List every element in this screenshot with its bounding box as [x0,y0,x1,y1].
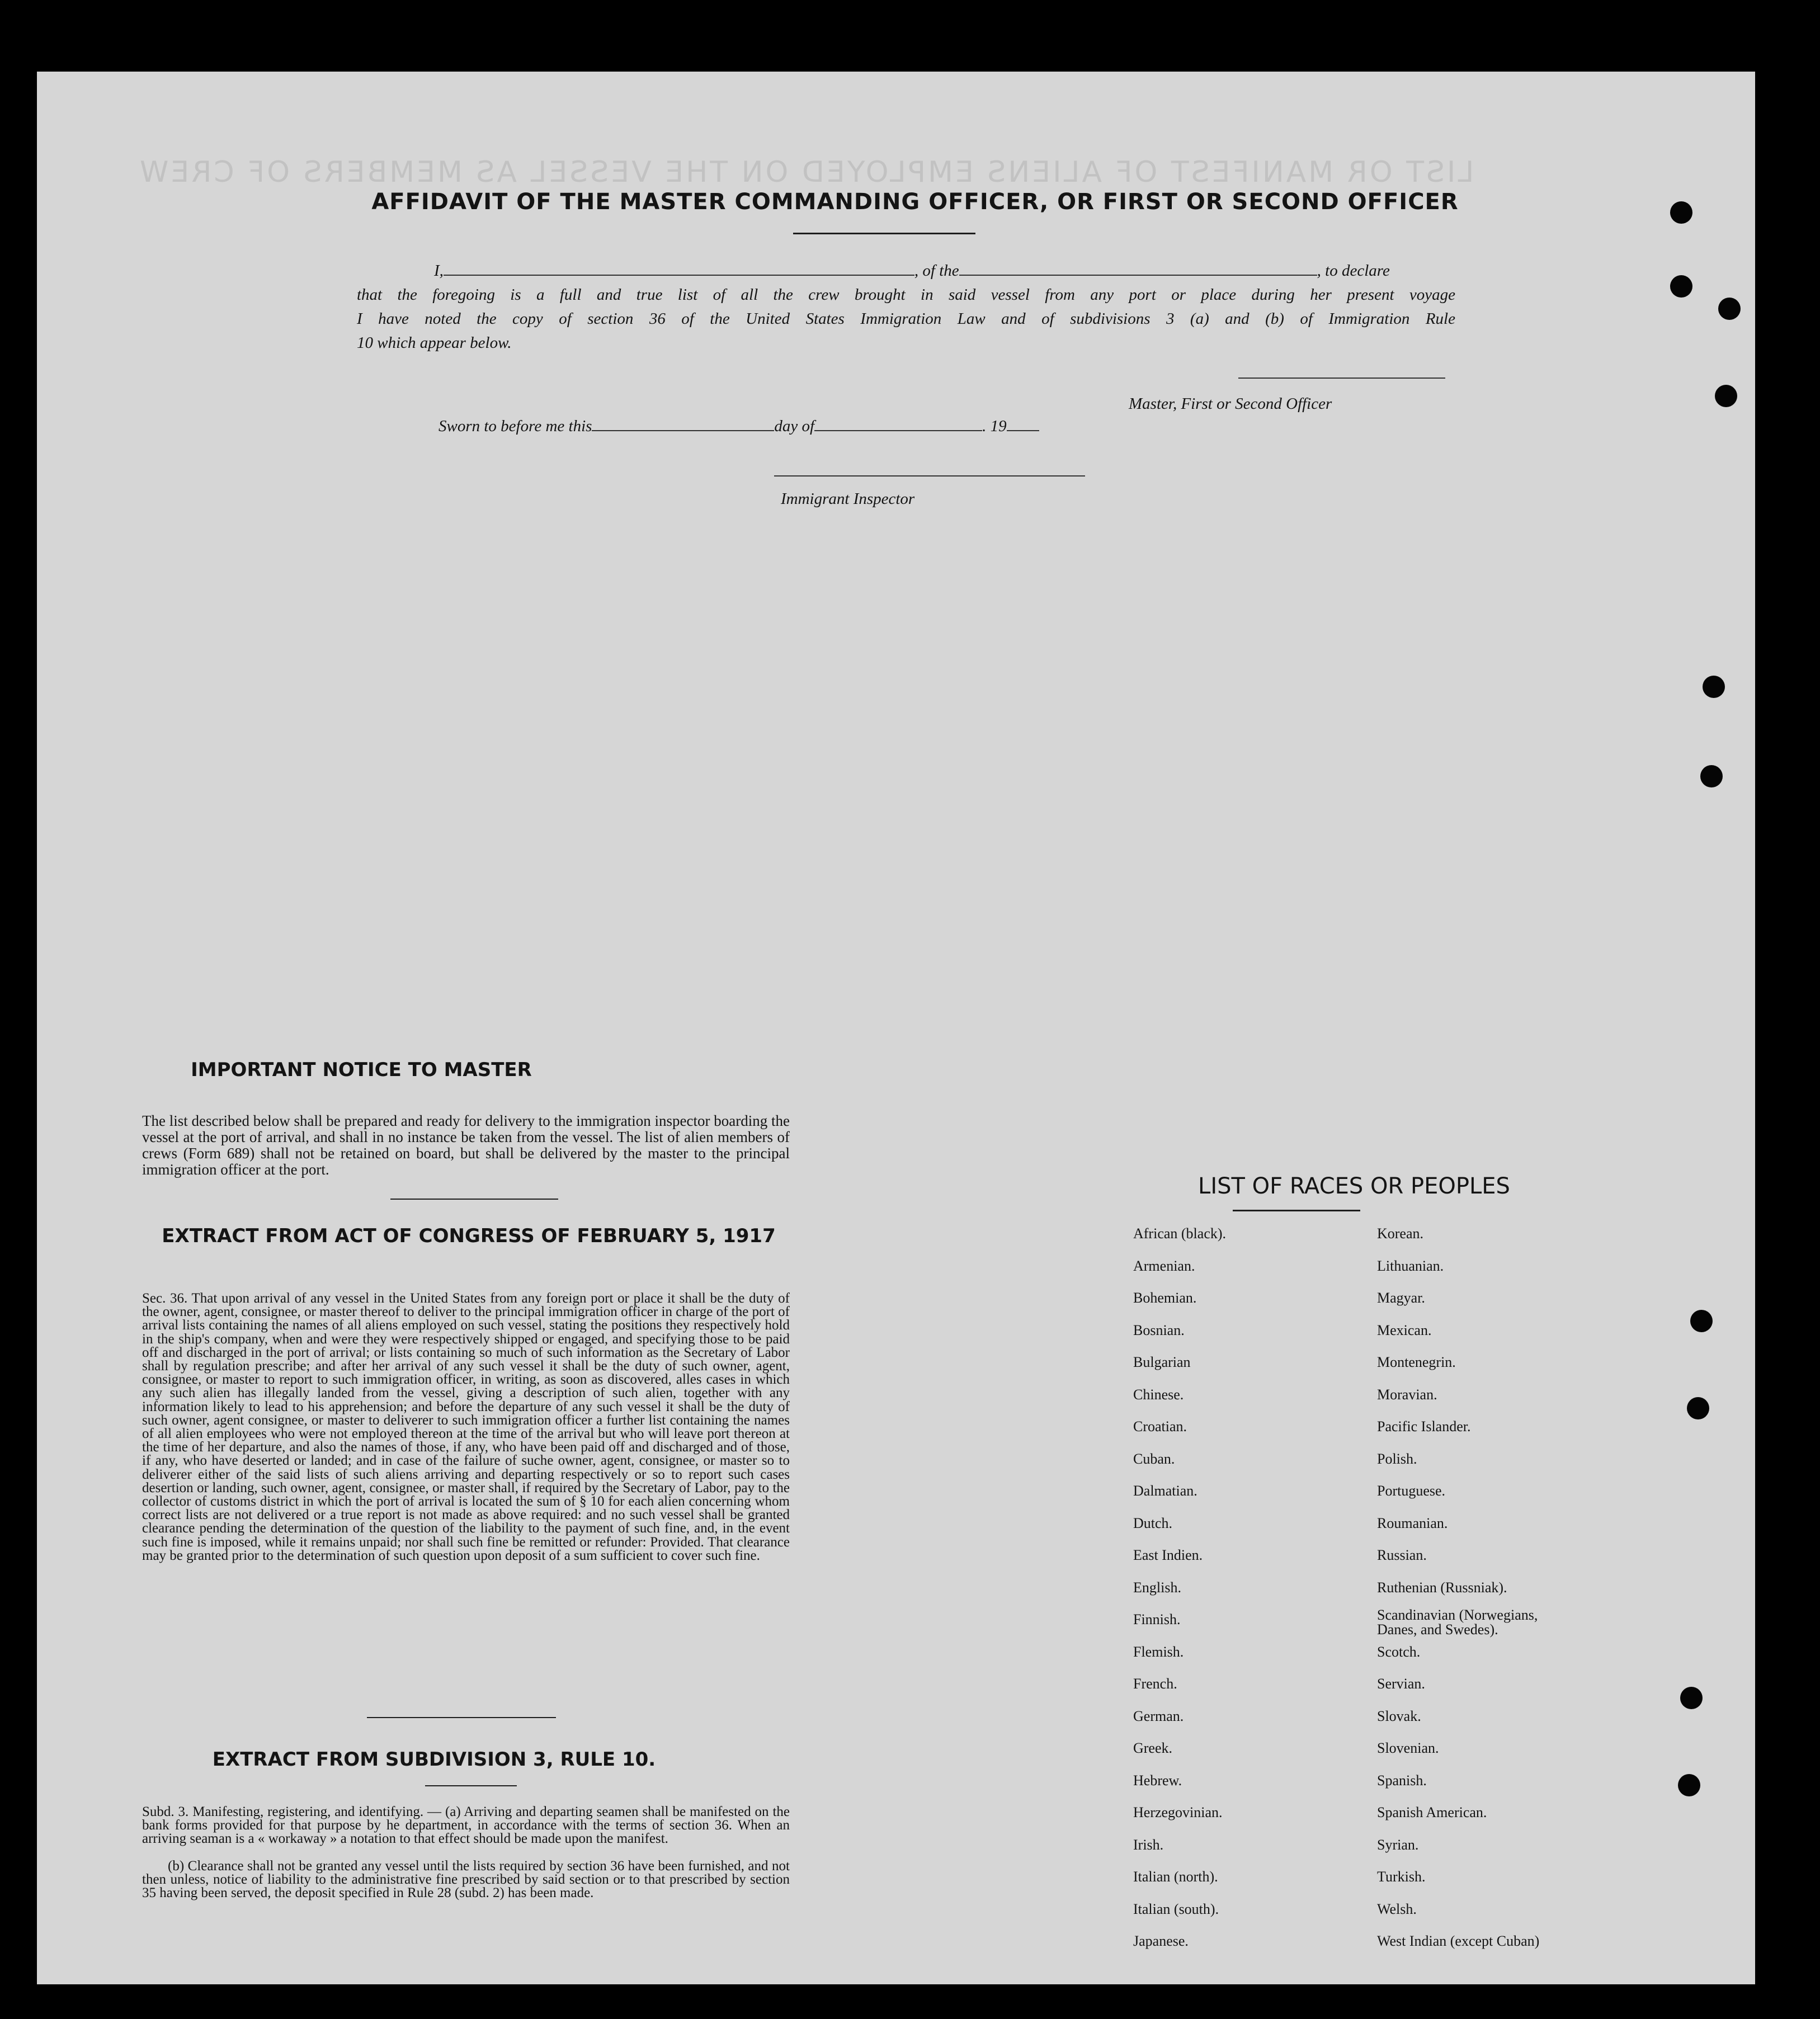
punch-hole [1687,1397,1709,1419]
punch-hole [1718,298,1741,320]
race-item: Magyar. [1377,1290,1425,1306]
race-item: German. [1133,1707,1184,1724]
race-item: Roumanian. [1377,1515,1448,1531]
form-sheet [37,72,1755,1984]
race-item: Spanish American. [1377,1804,1487,1820]
punch-hole [1680,1687,1703,1709]
punch-hole [1690,1310,1713,1332]
bleed-through-shadow: LIST OR MANIFEST OF ALIENS EMPLOYED ON THE VESSEL AS MEMBERS OF CREW [138,155,1474,189]
sworn-day-field[interactable] [592,416,774,431]
race-item: East Indien. [1133,1547,1203,1563]
signature-line [1238,378,1445,379]
race-item: Flemish. [1133,1643,1184,1660]
race-item: Russian. [1377,1547,1427,1563]
race-item: Finnish. [1133,1611,1181,1628]
race-item: Bosnian. [1133,1322,1185,1338]
race-item: Servian. [1377,1676,1425,1692]
affidavit-line-3: I have noted the copy of section 36 of the United States Immigration Law and of subdivisions 3 (a) and (b) of Immigration Rule [357,310,1455,328]
title-underline [793,233,975,234]
punch-hole [1703,676,1725,698]
race-item: Bulgarian [1133,1354,1191,1370]
race-item: Lithuanian. [1377,1257,1444,1274]
race-item: Turkish. [1377,1869,1426,1885]
race-item: Dutch. [1133,1515,1173,1531]
sworn-label: Sworn to before me this [439,417,592,435]
affidavit-line-2: that the foregoing is a full and true list of all the crew brought in said vessel from any port or place during her present voyage [357,286,1455,304]
punch-hole [1670,201,1692,224]
affidavit-line-1 [357,259,1455,283]
inspector-label: Immigrant Inspector [781,490,915,508]
year-prefix: . 19 [982,417,1007,435]
race-item: Mexican. [1377,1322,1432,1338]
signature-label: Master, First or Second Officer [1129,395,1332,413]
punch-hole [1700,765,1723,787]
race-item: Italian (north). [1133,1869,1218,1885]
race-item: Bohemian. [1133,1290,1197,1306]
day-of-label: day of [774,417,815,435]
race-item: Slovenian. [1377,1740,1439,1756]
extract-act-heading: EXTRACT FROM ACT OF CONGRESS OF FEBRUARY 5, 1917 [162,1225,776,1247]
race-item: African (black). [1133,1225,1227,1242]
race-item: French. [1133,1676,1177,1692]
race-item: Italian (south). [1133,1900,1219,1917]
race-item: Herzegovinian. [1133,1804,1223,1820]
race-item: Dalmatian. [1133,1483,1197,1499]
extract-rule-underline [425,1785,517,1786]
sworn-line [439,416,1039,436]
races-title: LIST OF RACES OR PEOPLES [1198,1173,1510,1199]
race-item: Cuban. [1133,1450,1175,1467]
race-item: Spanish. [1377,1772,1427,1789]
punch-hole [1670,275,1692,298]
punch-hole [1715,385,1737,407]
notice-text: The list described below shall be prepared and ready for delivery to the immigration inspector boarding the vessel at the port of arrival, and shall in no instance be taken from the vessel. The list of alien members of crews (Form 689) shall not be retained on board, but shall be delivered by the master to the principal immigration officer at the port. [142,1112,790,1178]
race-item: Ruthenian (Russniak). [1377,1579,1507,1596]
to-declare-label: , to declare [1317,262,1390,280]
races-title-underline [1233,1210,1360,1211]
race-item: Greek. [1133,1740,1173,1756]
race-item: Irish. [1133,1836,1164,1853]
race-item: Slovak. [1377,1707,1421,1724]
race-item: Welsh. [1377,1900,1417,1917]
punch-hole [1678,1774,1700,1796]
race-item: Portuguese. [1377,1483,1446,1499]
of-the-label: , of the [914,262,959,280]
race-item: Japanese. [1133,1933,1189,1949]
race-item: English. [1133,1579,1181,1596]
sworn-year-field[interactable] [1007,416,1039,431]
sworn-month-field[interactable] [814,416,982,431]
race-item: Hebrew. [1133,1772,1182,1789]
affidavit-line-4: 10 which appear below. [357,334,512,352]
race-item: Scotch. [1377,1643,1421,1660]
affidavit-title: AFFIDAVIT OF THE MASTER COMMANDING OFFICER, OR FIRST OR SECOND OFFICER [371,189,1459,215]
inspector-line [774,475,1085,477]
vessel-field[interactable] [959,260,1317,276]
notice-rule [390,1199,558,1200]
extract-act-rule [367,1717,556,1718]
i-label: I, [434,262,444,280]
race-item: Chinese. [1133,1386,1184,1403]
race-item: Korean. [1377,1225,1424,1242]
extract-act-text: Sec. 36. That upon arrival of any vessel in the United States from any foreign port or place it shall be the duty of the owner, agent, consignee, or master thereof to deliver to the principal immigration officer in charge of the port of arrival lists containing the names of all aliens employed on such vessel, stating the positions they respectively hold in the ship's company, when and were they were respectively shipped or engaged, and specifying those to be paid off and discharged in the port of arrival; or lists containing so much of such information as the Secretary of Labor shall by regulation prescribe; and after her arrival of any such vessel it shall be the duty of such owner, agent, consignee, or master to report to such immigration officer, in writing, as soon as discovered, alles cases in which any such alien has illegally landed from the vessel, giving a description of such alien, together with any information likely to lead to his apprehension; and before the departure of any such vessel it shall be the duty of such owner, agent consignee, or master to deliverer to such immigration officer a further list containing the names of all alien employees who were not employed thereon at the time of the arrival but who will leave port thereon at the time of her departure, and also the names of those, if any, who have been paid off and discharged and of those, if any, who have deserted or landed; and in case of the failure of suche owner, agent, consignee, or master so to deliverer either of the said lists of such aliens arriving and departing respectively or so to report such cases desertion or landing, such owner, agent, consignee, or master shall, if required by the Secretary of Labor, pay to the collector of customs district in which the port of arrival is located the sum of § 10 for each alien concerning whom correct lists are not delivered or a true report is not made as above required: and no such vessel shall be granted clearance pending the determination of the question of the liability to the payment of such fine, and, in the event such fine is imposed, while it remains unpaid; nor shall such fine be remitted or refunder: Provided. That clearance may be granted prior to the determination of such question upon deposit of a sum sufficient to cover such fine. [142,1291,790,1563]
notice-heading: IMPORTANT NOTICE TO MASTER [191,1059,532,1081]
extract-rule-text-b: (b) Clearance shall not be granted any vessel until the lists required by section 36 have been furnished, and not then unless, notice of liability to the administrative fine prescribed by said section or to that prescribed by section 35 having been served, the deposit specified in Rule 28 (subd. 2) has been made. [142,1858,790,1901]
race-item: Pacific Islander. [1377,1418,1471,1435]
extract-rule-heading: EXTRACT FROM SUBDIVISION 3, RULE 10. [212,1748,656,1771]
race-item: Croatian. [1133,1418,1187,1435]
race-item: Armenian. [1133,1257,1195,1274]
affidavit-block [357,259,1455,355]
name-field[interactable] [444,260,914,276]
race-item: Scandinavian (Norwegians, Danes, and Swedes). [1377,1607,1538,1638]
race-item: West Indian (except Cuban) [1377,1933,1540,1949]
race-item: Polish. [1377,1450,1417,1467]
race-item: Montenegrin. [1377,1354,1456,1370]
race-item: Syrian. [1377,1836,1419,1853]
race-item: Moravian. [1377,1386,1437,1403]
extract-rule-text-a: Subd. 3. Manifesting, registering, and identifying. — (a) Arriving and departing seamen shall be manifested on the bank forms provided for that purpose by he department, in accordance with the terms of section 36. When an arriving seaman is a « workaway » a notation to that effect should be made upon the manifest. [142,1804,790,1847]
